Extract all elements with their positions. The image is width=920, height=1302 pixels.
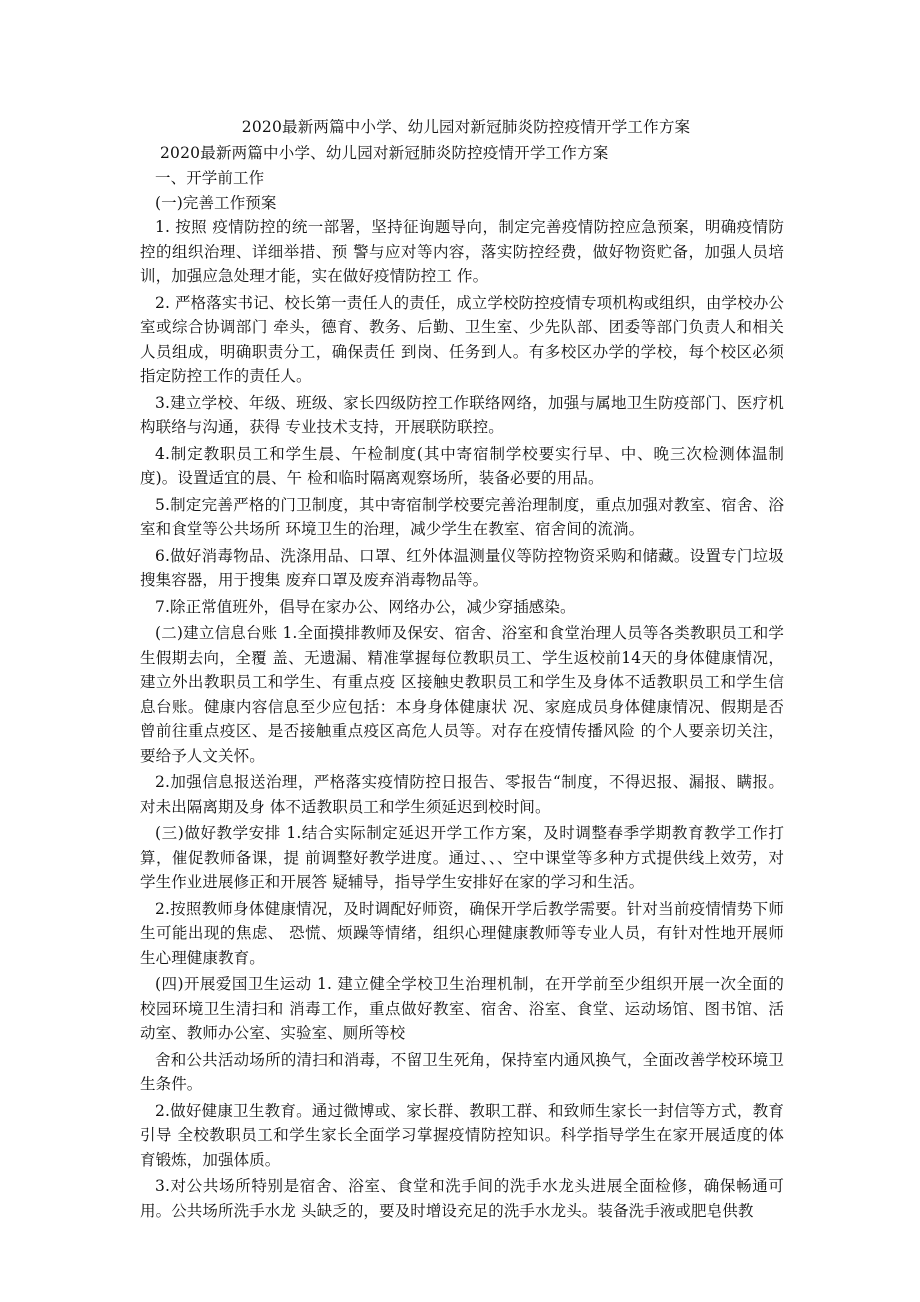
paragraph-6: 6.做好消毒物品、洗涤用品、口罩、红外体温测量仪等防控物资采购和储藏。设置专门垃圾搜集容器，用于搜集 废弃口罩及废弃消毒物品等。 xyxy=(140,546,784,589)
paragraph-teaching-1: (三)做好教学安排 1.结合实际制定延迟开学工作方案，及时调整春季学期教育教学工作打算，催促教师备课，提 前调整好教学进度。通过、、、空中课堂等多种方式提供线上效劳，对学生作业进展修正和开展答 疑辅导，指导学生安排好在家的学习和生活。 xyxy=(140,824,784,891)
section-heading-before-school: 一、开学前工作 xyxy=(155,169,265,187)
paragraph-4: 4.制定教职员工和学生晨、午检制度(其中寄宿制学校要实行早、中、晚三次检测体温制度)。设置适宜的晨、午 检和临时隔离观察场所，装备必要的用品。 xyxy=(140,444,784,487)
paragraph-5: 5.制定完善严格的门卫制度，其中寄宿制学校要完善治理制度，重点加强对教室、宿舍、浴室和食堂等公共场所 环境卫生的治理，减少学生在教室、宿舍间的流淌。 xyxy=(140,495,784,538)
paragraph-hygiene-1: (四)开展爱国卫生运动 1. 建立健全学校卫生治理机制，在开学前至少组织开展一次全面的校园环境卫生清扫和 消毒工作，重点做好教室、宿舍、浴室、食堂、运动场馆、图书馆、活动室、教师办公室、实验室、厕所等校 xyxy=(140,975,784,1042)
paragraph-info-ledger-1: (二)建立信息台账 1.全面摸排教师及保安、宿舍、浴室和食堂治理人员等各类教职员工和学生假期去向，全覆 盖、无遗漏、精准掌握每位教职员工、学生返校前14天的身体健康情况，建立外出教职员工和学生、有重点疫 区接触史教职员工和学生及身体不适教职员工和学生信息台账。健康内容信息至少应包括：本身身体健康状 况、家庭成员身体健康情况、假期是否曾前往重点疫区、是否接触重点疫区高危人员等。对存在疫情传播风险 的个人要亲切关注，要给予人文关怀。 xyxy=(140,624,784,765)
paragraph-hygiene-2: 2.做好健康卫生教育。通过微博或、家长群、教职工群、和致师生家长一封信等方式，教育引导 全校教职员工和学生家长全面学习掌握疫情防控知识。科学指导学生在家开展适度的体育锻炼，加强体质。 xyxy=(140,1101,784,1169)
paragraph-hygiene-3: 3.对公共场所特别是宿舍、浴室、食堂和洗手间的洗手水龙头进展全面检修，确保畅通可用。公共场所洗手水龙 头缺乏的，要及时增设充足的洗手水龙头。装备洗手液或肥皂供教 xyxy=(140,1177,784,1220)
document-subtitle: 2020最新两篇中小学、幼儿园对新冠肺炎防控疫情开学工作方案 xyxy=(160,144,609,162)
subsection-heading-plan: (一)完善工作预案 xyxy=(155,193,277,212)
paragraph-hygiene-1-cont: 舍和公共活动场所的清扫和消毒，不留卫生死角，保持室内通风换气，全面改善学校环境卫生条件。 xyxy=(140,1050,784,1093)
paragraph-teaching-2: 2.按照教师身体健康情况，及时调配好师资，确保开学后教学需要。针对当前疫情情势下师生可能出现的焦虑、 恐慌、烦躁等情绪，组织心理健康教师等专业人员，有针对性地开展师生心理健康教育。 xyxy=(140,899,784,967)
document-title: 2020最新两篇中小学、幼儿园对新冠肺炎防控疫情开学工作方案 xyxy=(241,118,691,136)
paragraph-1: 1. 按照 疫情防控的统一部署，坚持征询题导向，制定完善疫情防控应急预案，明确疫情防控的组织治理、详细举措、预 警与应对等内容，落实防控经费，做好物资贮备，加强人员培训，加强应急处理才能，实在做好疫情防控工 作。 xyxy=(140,218,784,285)
paragraph-2: 2. 严格落实书记、校长第一责任人的责任，成立学校防控疫情专项机构或组织，由学校办公室或综合协调部门 牵头，德育、教务、后勤、卫生室、少先队部、团委等部门负责人和相关人员组成，明确职责分工，确保责任 到岗、任务到人。有多校区办学的学校，每个校区必须指定防控工作的责任人。 xyxy=(140,293,784,385)
paragraph-7: 7.除正常值班外，倡导在家办公、网络办公，减少穿插感染。 xyxy=(155,597,576,616)
paragraph-3: 3.建立学校、年级、班级、家长四级防控工作联络网络，加强与属地卫生防疫部门、医疗机构联络与沟通，获得 专业技术支持，开展联防联控。 xyxy=(140,393,784,436)
document-page xyxy=(140,114,784,1225)
paragraph-info-ledger-2: 2.加强信息报送治理，严格落实疫情防控日报告、零报告“制度，不得迟报、漏报、瞒报。对未出隔离期及身 体不适教职员工和学生须延迟到校时间。 xyxy=(140,773,784,816)
